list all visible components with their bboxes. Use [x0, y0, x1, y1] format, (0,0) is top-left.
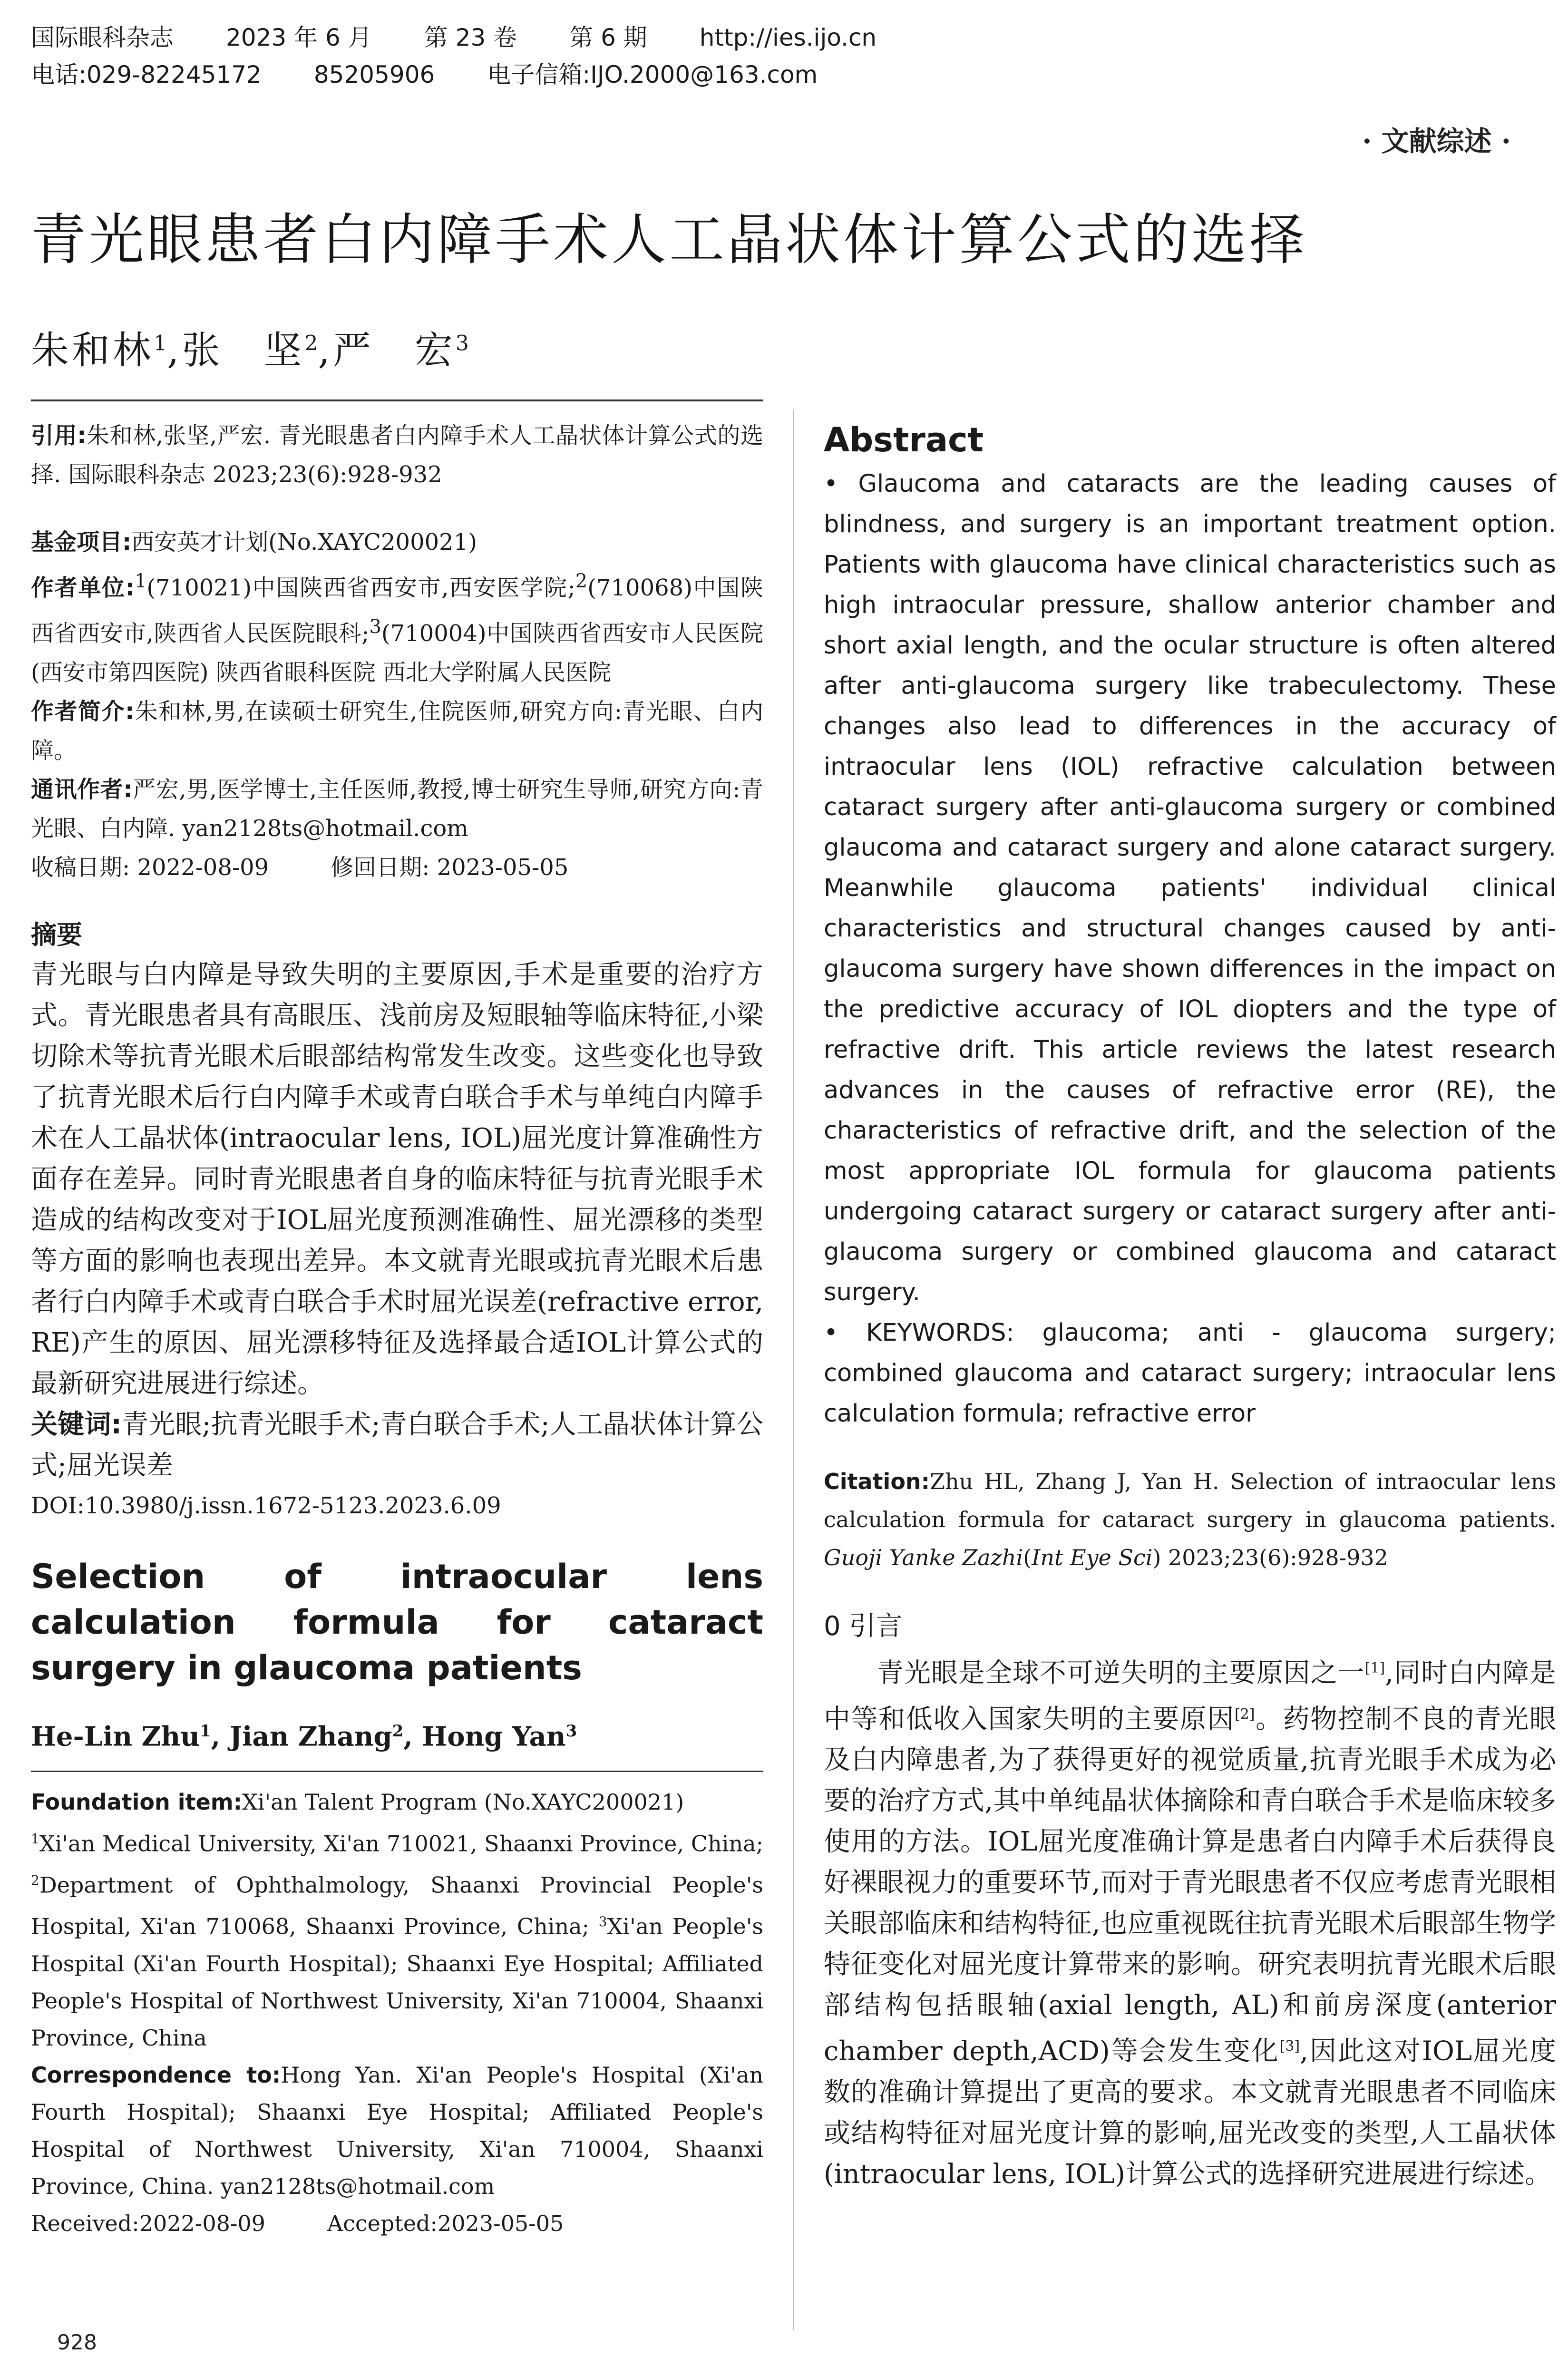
foundation-label: Foundation item:	[31, 1789, 243, 1815]
article-title-en: Selection of intraocular lens calculation formula for cataract surgery in glaucoma patients	[31, 1557, 763, 1687]
header-rule	[31, 399, 763, 401]
corr-label: 通讯作者:	[31, 776, 133, 803]
citation-paren-open: (	[1023, 1545, 1032, 1570]
author-name: 朱和林	[31, 328, 154, 372]
affiliation-mark: 2	[31, 1872, 39, 1888]
affiliation-2: (710068)中国陕西省西安市,陕西省人民医院眼科;	[31, 575, 763, 647]
header-line-2	[31, 56, 1505, 93]
section-tag: · 文献综述 ·	[1362, 125, 1511, 157]
cite-label: 引用:	[31, 422, 87, 449]
cite-text: 朱和林,张坚,严宏. 青光眼患者白内障手术人工晶状体计算公式的选择. 国际眼科杂志 2023;23(6):928-932	[31, 422, 763, 488]
author-affiliation-mark: 1	[154, 331, 167, 356]
keywords-cn	[31, 1404, 763, 1486]
citation-en	[824, 1462, 1556, 1577]
author-affiliation-mark: 2	[304, 331, 318, 356]
fund-text: 西安英才计划(No.XAYC200021)	[131, 529, 477, 555]
citation-journal: Guoji Yanke Zazhi	[824, 1545, 1023, 1570]
affiliation-en-3: Xi'an People's Hospital (Xi'an Fourth Hospital); Shaanxi Eye Hospital; Affiliated People's Hospital of Northwest University, Xi'an 710004, Shaanxi Province, China	[31, 1913, 763, 2051]
author-affiliation-mark: 3	[455, 331, 469, 356]
author-name: 张 坚	[182, 328, 305, 372]
issue-date: 2023 年 6 月	[226, 24, 372, 51]
citation-label: Citation:	[824, 1469, 930, 1494]
abstract-heading-cn: 摘要	[31, 920, 82, 950]
article-title-cn: 青光眼患者白内障手术人工晶状体计算公式的选择	[31, 208, 1307, 272]
intro-text: ,因此这对IOL屈光度数的准确计算提出了更高的要求。本文就青光眼患者不同临床或结构特征对屈光度计算的影响,屈光改变的类型,人工晶状体(intraocular lens, IOL)计算公式的选择研究进展进行综述。	[824, 2036, 1556, 2190]
column-divider	[793, 409, 794, 2330]
journal-url[interactable]: http://ies.ijo.cn	[699, 24, 877, 51]
correspondence-cn	[31, 770, 763, 848]
author-affiliation-mark: 2	[392, 1722, 404, 1741]
fund-item-cn	[31, 523, 763, 562]
keywords-text: 青光眼;抗青光眼手术;青白联合手术;人工晶状体计算公式;屈光误差	[31, 1409, 763, 1481]
email[interactable]: 电子信箱:IJO.2000@163.com	[487, 61, 818, 88]
phone-2: 85205906	[313, 61, 435, 88]
abstract-text-cn: 青光眼与白内障是导致失明的主要原因,手术是重要的治疗方式。青光眼患者具有高眼压、浅前房及短眼轴等临床特征,小梁切除术等抗青光眼术后眼部结构常发生改变。这些变化也导致了抗青光眼术后行白内障手术或青白联合手术与单纯白内障手术在人工晶状体(intraocular lens, IOL)屈光度计算准确性方面存在差异。同时青光眼患者自身的临床特征与抗青光眼手术造成的结构改变对于IOL屈光度预测准确性、屈光漂移的类型等方面的影响也表现出差异。本文就青光眼或抗青光眼术后患者行白内障手术或青白联合手术时屈光误差(refractive error, RE)产生的原因、屈光漂移特征及选择最合适IOL计算公式的最新研究进展进行综述。	[31, 959, 763, 1399]
abstract-heading-en: Abstract	[824, 420, 984, 459]
intro-text: ,同时白内障是中等和低收入国家失明的主要原因	[824, 1657, 1556, 1735]
affiliation-3: (710004)中国陕西省西安市人民医院(西安市第四医院) 陕西省眼科医院 西北大学附属人民医院	[31, 620, 763, 686]
citation-text: Zhu HL, Zhang J, Yan H. Selection of intraocular lens calculation formula for cataract surgery in glaucoma patients.	[824, 1469, 1556, 1532]
accepted-date-en: Accepted:2023-05-05	[327, 2210, 564, 2236]
cite-block-cn	[31, 416, 763, 494]
corr-label-en: Correspondence to:	[31, 2062, 281, 2088]
doi[interactable]: DOI:10.3980/j.issn.1672-5123.2023.6.09	[31, 1492, 501, 1519]
author-separator: ,	[211, 1721, 230, 1753]
abstract-text-en: • Glaucoma and cataracts are the leading causes of blindness, and surgery is an important treatment option. Patients with glaucoma have clinical characteristics such as high intraocular pressure, shallow anterior chamber and short axial length, and the ocular structure is often altered after anti-glaucoma surgery like trabeculectomy. These changes also lead to differences in the accuracy of intraocular lens (IOL) refractive calculation between cataract surgery after anti-glaucoma surgery or combined glaucoma and cataract surgery and alone cataract surgery. Meanwhile glaucoma patients' individual clinical characteristics and structural changes caused by anti-glaucoma surgery have shown differences in the impact on the predictive accuracy of IOL diopters and the type of refractive drift. This article reviews the latest research advances in the causes of refractive error (RE), the characteristics of refractive drift, and the selection of the most appropriate IOL formula for glaucoma patients undergoing cataract surgery or cataract surgery after anti-glaucoma surgery or combined glaucoma and cataract surgery.	[824, 470, 1556, 1306]
issue: 第 6 期	[569, 24, 647, 51]
running-header	[31, 19, 1505, 93]
intro-text: 青光眼是全球不可逆失明的主要原因之一	[877, 1657, 1365, 1689]
header-line-1	[31, 19, 1505, 56]
page-number: 928	[57, 2330, 97, 2355]
bio-label: 作者简介:	[31, 698, 135, 725]
affiliation-en-2: Department of Ophthalmology, Shaanxi Provincial People's Hospital, Xi'an 710068, Shaanxi Province, China;	[31, 1872, 763, 1939]
revised-date: 修回日期: 2023-05-05	[331, 854, 569, 881]
affiliation-en-1: Xi'an Medical University, Xi'an 710021, Shaanxi Province, China;	[39, 1830, 763, 1856]
affiliations-cn	[31, 562, 763, 692]
intro-heading: 0 引言	[824, 1611, 903, 1642]
affiliation-1: (710021)中国陕西省西安市,西安医学院;	[146, 575, 575, 601]
citation-volume: ) 2023;23(6):928-932	[1152, 1545, 1388, 1570]
author-affiliation-mark: 1	[199, 1722, 211, 1741]
received-date: 收稿日期: 2022-08-09	[31, 854, 269, 881]
affiliation-mark: 3	[598, 1914, 607, 1930]
phone: 电话:029-82245172	[31, 61, 262, 88]
unit-label: 作者单位:	[31, 575, 135, 601]
author-name-en: Hong Yan	[422, 1721, 566, 1753]
en-section-rule	[31, 1771, 763, 1772]
fund-label: 基金项目:	[31, 529, 132, 555]
citation-journal-en: Int Eye Sci	[1032, 1545, 1153, 1570]
bio-text: 朱和林,男,在读硕士研究生,住院医师,研究方向:青光眼、白内障。	[31, 698, 763, 764]
keywords-en: • KEYWORDS: glaucoma; anti - glaucoma surgery; combined glaucoma and cataract surgery; intraocular lens calculation formula; refractive error	[824, 1319, 1556, 1428]
citation-ref[interactable]: [1]	[1364, 1660, 1385, 1676]
citation-ref[interactable]: [3]	[1279, 2038, 1300, 2055]
affiliation-mark: 1	[31, 1831, 39, 1847]
authors-cn	[31, 320, 469, 374]
dates-en	[31, 2205, 763, 2242]
journal-name: 国际眼科杂志	[31, 24, 174, 51]
left-column	[31, 416, 763, 2242]
author-separator: ,	[318, 328, 333, 372]
authors-en	[31, 1710, 763, 1758]
right-column	[824, 416, 1556, 2195]
correspondence-en	[31, 2056, 763, 2205]
author-bio-cn	[31, 692, 763, 770]
affiliation-mark: 2	[575, 570, 588, 592]
author-separator: ,	[167, 328, 182, 372]
keywords-label: 关键词:	[31, 1409, 122, 1440]
author-name-en: Jian Zhang	[229, 1721, 392, 1753]
author-name-en: He-Lin Zhu	[31, 1721, 200, 1753]
foundation-item-en	[31, 1783, 763, 1821]
intro-text: 。药物控制不良的青光眼及白内障患者,为了获得更好的视觉质量,抗青光眼手术成为必要的治疗方式,其中单纯晶状体摘除和青白联合手术是临床较多使用的方法。IOL屈光度准确计算是患者白内障手术后获得良好裸眼视力的重要环节,而对于青光眼患者不仅应考虑青光眼相关眼部临床和结构特征,也应重视既往抗青光眼术后眼部生物学特征变化对屈光度计算带来的影响。研究表明抗青光眼术后眼部结构包括眼轴(axial length, AL)和前房深度(anterior chamber depth,ACD)等会发生变化	[824, 1704, 1557, 2067]
citation-ref[interactable]: [2]	[1234, 1705, 1255, 1723]
affiliation-mark: 1	[134, 570, 147, 592]
intro-paragraph	[824, 1648, 1556, 2195]
affiliations-en	[31, 1821, 763, 2056]
corr-text: 严宏,男,医学博士,主任医师,教授,博士研究生导师,研究方向:青光眼、白内障. yan2128ts@hotmail.com	[31, 776, 763, 842]
foundation-text: Xi'an Talent Program (No.XAYC200021)	[242, 1789, 684, 1815]
author-separator: ,	[403, 1721, 422, 1753]
volume: 第 23 卷	[424, 24, 517, 51]
author-affiliation-mark: 3	[565, 1722, 577, 1741]
author-name: 严 宏	[332, 328, 456, 372]
dates-cn	[31, 848, 763, 887]
received-date-en: Received:2022-08-09	[31, 2210, 265, 2236]
affiliation-mark: 3	[369, 616, 381, 638]
corr-text-en: Hong Yan. Xi'an People's Hospital (Xi'an Fourth Hospital); Shaanxi Eye Hospital; Affiliated People's Hospital of Northwest University, Xi'an 710004, Shaanxi Province, China. yan2128ts@hotmail.com	[31, 2062, 763, 2199]
